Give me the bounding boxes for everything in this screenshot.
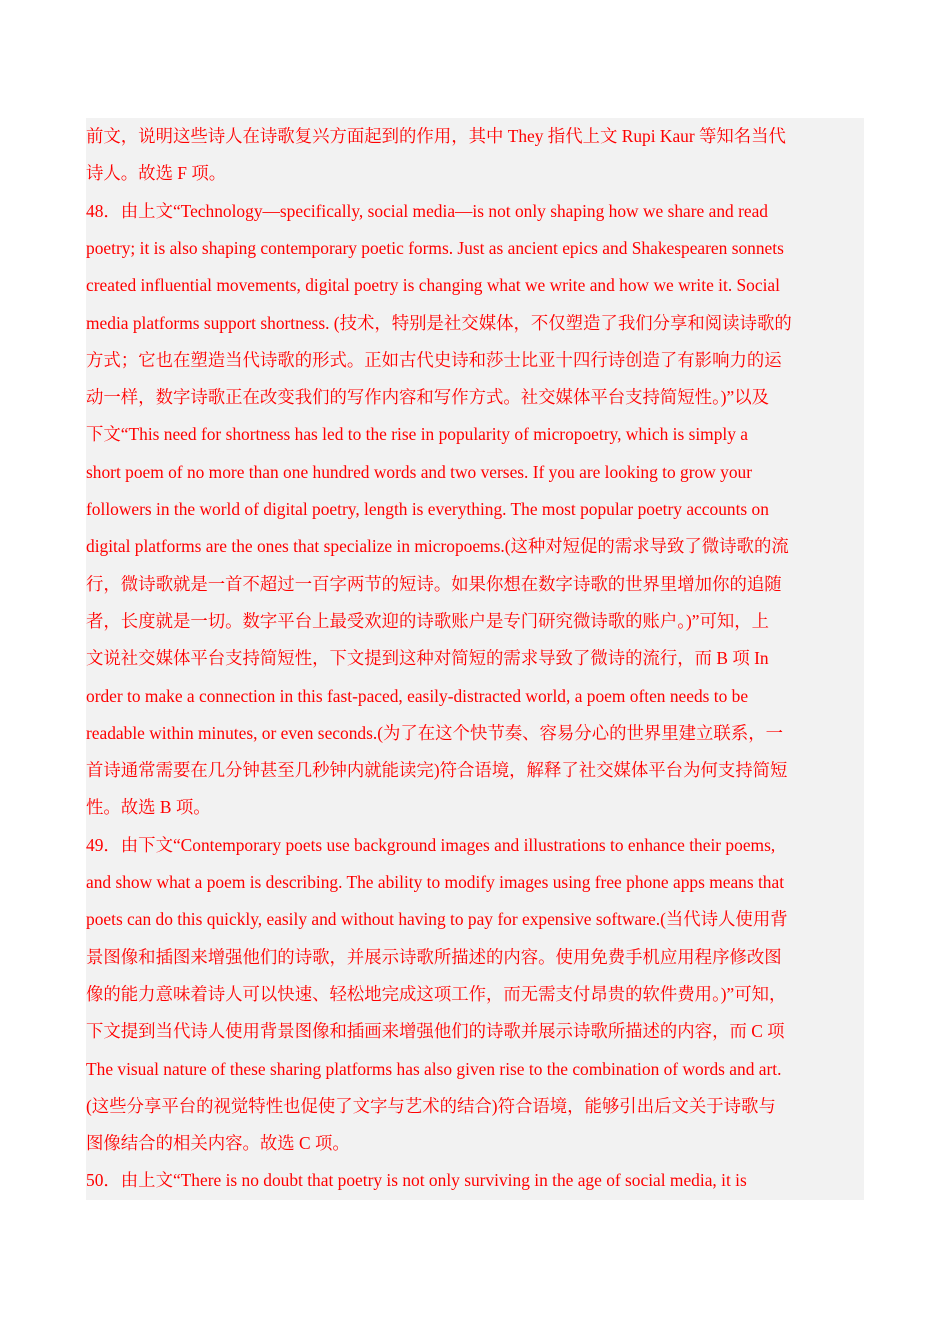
text-line: 者，长度就是一切。数字平台上最受欢迎的诗歌账户是专门研究微诗歌的账户。)”可知，上 — [86, 610, 770, 631]
text-line: 48．由上文“Technology—specifically, social media—is not only shaping how we share and read — [86, 200, 768, 221]
text-line: order to make a connection in this fast-paced, easily-distracted world, a poem often needs to be — [86, 685, 749, 706]
text-line: The visual nature of these sharing platforms has also given rise to the combination of words and art. — [86, 1058, 782, 1079]
text-line: readable within minutes, or even seconds.(为了在这个快节奏、容易分心的世界里建立联系，一 — [86, 722, 783, 743]
text-line: 图像结合的相关内容。故选 C 项。 — [86, 1133, 350, 1154]
text-line: 动一样，数字诗歌正在改变我们的写作内容和写作方式。社交媒体平台支持简短性。)”以及 — [86, 387, 770, 408]
text-line: 下文“This need for shortness has led to the rise in popularity of micropoetry, which is simply a — [86, 424, 748, 445]
text-line: 诗人。故选 F 项。 — [86, 163, 227, 184]
text-line: 性。故选 B 项。 — [86, 797, 211, 818]
text-line: followers in the world of digital poetry, length is everything. The most popular poetry accounts on — [86, 499, 769, 519]
text-line: and show what a poem is describing. The ability to modify images using free phone apps means that — [86, 872, 785, 892]
text-line: (这些分享平台的视觉特性也促使了文字与艺术的结合)符合语境，能够引出后文关于诗歌与 — [86, 1095, 776, 1116]
text-line: 文说社交媒体平台支持简短性，下文提到这种对简短的需求导致了微诗的流行，而 B 项 In — [86, 648, 769, 669]
text-line: short poem of no more than one hundred words and two verses. If you are looking to grow your — [86, 461, 753, 482]
text-line: 方式；它也在塑造当代诗歌的形式。正如古代史诗和莎士比亚十四行诗创造了有影响力的运 — [86, 349, 782, 370]
answer-explanation-text-block — [86, 118, 864, 1200]
text-line: 首诗通常需要在几分钟甚至几秒钟内就能读完)符合语境，解释了社交媒体平台为何支持简短 — [86, 760, 788, 781]
text-line: media platforms support shortness. (技术，特别是社交媒体，不仅塑造了我们分享和阅读诗歌的 — [86, 312, 792, 333]
text-line: digital platforms are the ones that specialize in micropoems.(这种对短促的需求导致了微诗歌的流 — [86, 536, 789, 557]
text-line: 前文，说明这些诗人在诗歌复兴方面起到的作用，其中 They 指代上文 Rupi Kaur 等知名当代 — [86, 126, 786, 146]
text-line: 景图像和插图来增强他们的诗歌，并展示诗歌所描述的内容。使用免费手机应用程序修改图 — [86, 946, 782, 967]
text-line: created influential movements, digital poetry is changing what we write and how we write it. Social — [86, 275, 780, 296]
text-line: poets can do this quickly, easily and without having to pay for expensive software.(当代诗人使用背 — [86, 909, 788, 930]
text-line: 50．由上文“There is no doubt that poetry is not only surviving in the age of social media, it is — [86, 1170, 747, 1191]
text-line: poetry; it is also shaping contemporary poetic forms. Just as ancient epics and Shakespearen sonnets — [86, 237, 784, 258]
text-line: 像的能力意味着诗人可以快速、轻松地完成这项工作，而无需支付昂贵的软件费用。)”可知， — [86, 983, 787, 1004]
text-line: 下文提到当代诗人使用背景图像和插画来增强他们的诗歌并展示诗歌所描述的内容，而 C 项 — [86, 1021, 785, 1042]
text-line: 行，微诗歌就是一首不超过一百字两节的短诗。如果你想在数字诗歌的世界里增加你的追随 — [86, 573, 782, 594]
text-line: 49．由下文“Contemporary poets use background images and illustrations to enhance their poems, — [86, 834, 776, 855]
